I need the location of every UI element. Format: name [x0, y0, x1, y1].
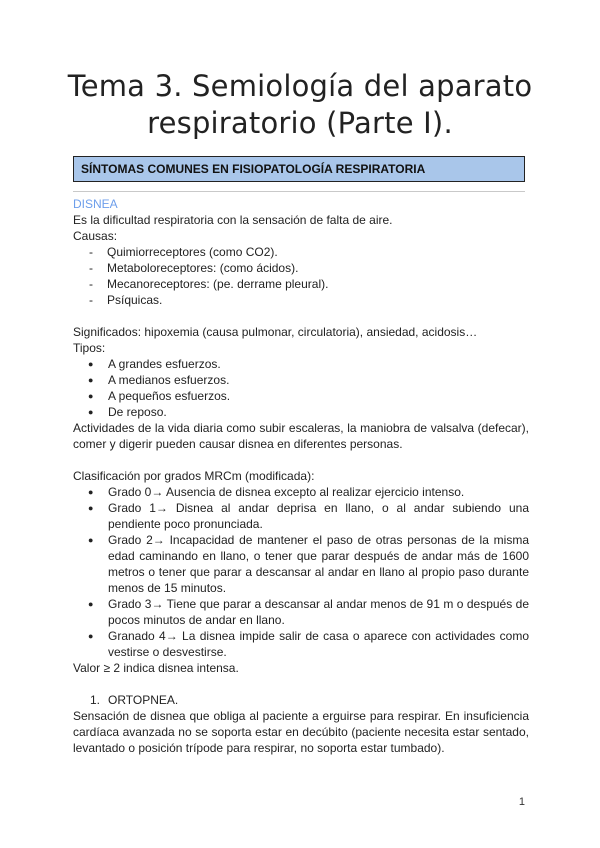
disnea-heading: DISNEA [73, 197, 118, 211]
numbered-list [73, 692, 529, 708]
list-item: ● Grado 0→ Ausencia de disnea excepto al realizar ejercicio intenso. [73, 484, 529, 500]
ortopnea-description: Sensación de disnea que obliga al paciente a erguirse para respirar. En insuficiencia cardíaca avanzada no se soporta estar en decúbito (paciente necesita estar sentado, levantado o posición trípode para respirar, no soporta estar tumbado). [73, 709, 529, 755]
activities-text: Actividades de la vida diaria como subir escaleras, la maniobra de valsalva (defecar), comer y digerir pueden causar disnea en diferentes personas. [73, 421, 529, 451]
meanings-text: Significados: hipoxemia (causa pulmonar, circulatoria), ansiedad, acidosis… [73, 325, 478, 339]
causes-list [73, 244, 529, 308]
causes-label: Causas: [73, 229, 118, 243]
list-item: ● Grado 2→ Incapacidad de mantener el paso de otras personas de la misma edad caminando en llano, o tener que parar después de andar más de 1600 metros o tener que parar a descansar al andar en llano al propio paso durante menos de 15 minutos. [73, 532, 529, 596]
spacer [73, 676, 529, 692]
spacer [73, 452, 529, 468]
list-item: ● A pequeños esfuerzos. [73, 388, 529, 404]
grades-list [73, 484, 529, 660]
types-label: Tipos: [73, 341, 106, 355]
types-list [73, 356, 529, 420]
page-title: Tema 3. Semiología del aparato respiratorio (Parte I). [67, 69, 533, 140]
value-note: Valor ≥ 2 indica disnea intensa. [73, 661, 239, 675]
list-item: ● A grandes esfuerzos. [73, 356, 529, 372]
horizontal-rule [73, 191, 525, 192]
list-item: - Metaboloreceptores: (como ácidos). [73, 260, 529, 276]
disnea-definition: Es la dificultad respiratoria con la sensación de falta de aire. [73, 213, 393, 227]
list-item: ● Granado 4→ La disnea impide salir de casa o aparece con actividades como vestirse o desvestirse. [73, 628, 529, 660]
list-item: ● Grado 3→ Tiene que parar a descansar al andar menos de 91 m o después de pocos minutos de andar en llano. [73, 596, 529, 628]
list-item: - Mecanoreceptores: (pe. derrame pleural). [73, 276, 529, 292]
list-item: ● De reposo. [73, 404, 529, 420]
list-number: 1. [90, 693, 101, 707]
page-number: 1 [518, 796, 525, 808]
section-heading: SÍNTOMAS COMUNES EN FISIOPATOLOGÍA RESPIRATORIA [73, 156, 525, 182]
ortopnea-heading: ORTOPNEA. [108, 693, 179, 707]
spacer [73, 308, 529, 324]
classification-label: Clasificación por grados MRCm (modificada): [73, 469, 315, 483]
list-item: - Psíquicas. [73, 292, 529, 308]
list-item: ● A medianos esfuerzos. [73, 372, 529, 388]
list-item [73, 692, 529, 708]
content-body [73, 196, 529, 756]
list-item: ● Grado 1→ Disnea al andar deprisa en llano, o al andar subiendo una pendiente poco pronunciada. [73, 500, 529, 532]
list-item: - Quimiorreceptores (como CO2). [73, 244, 529, 260]
